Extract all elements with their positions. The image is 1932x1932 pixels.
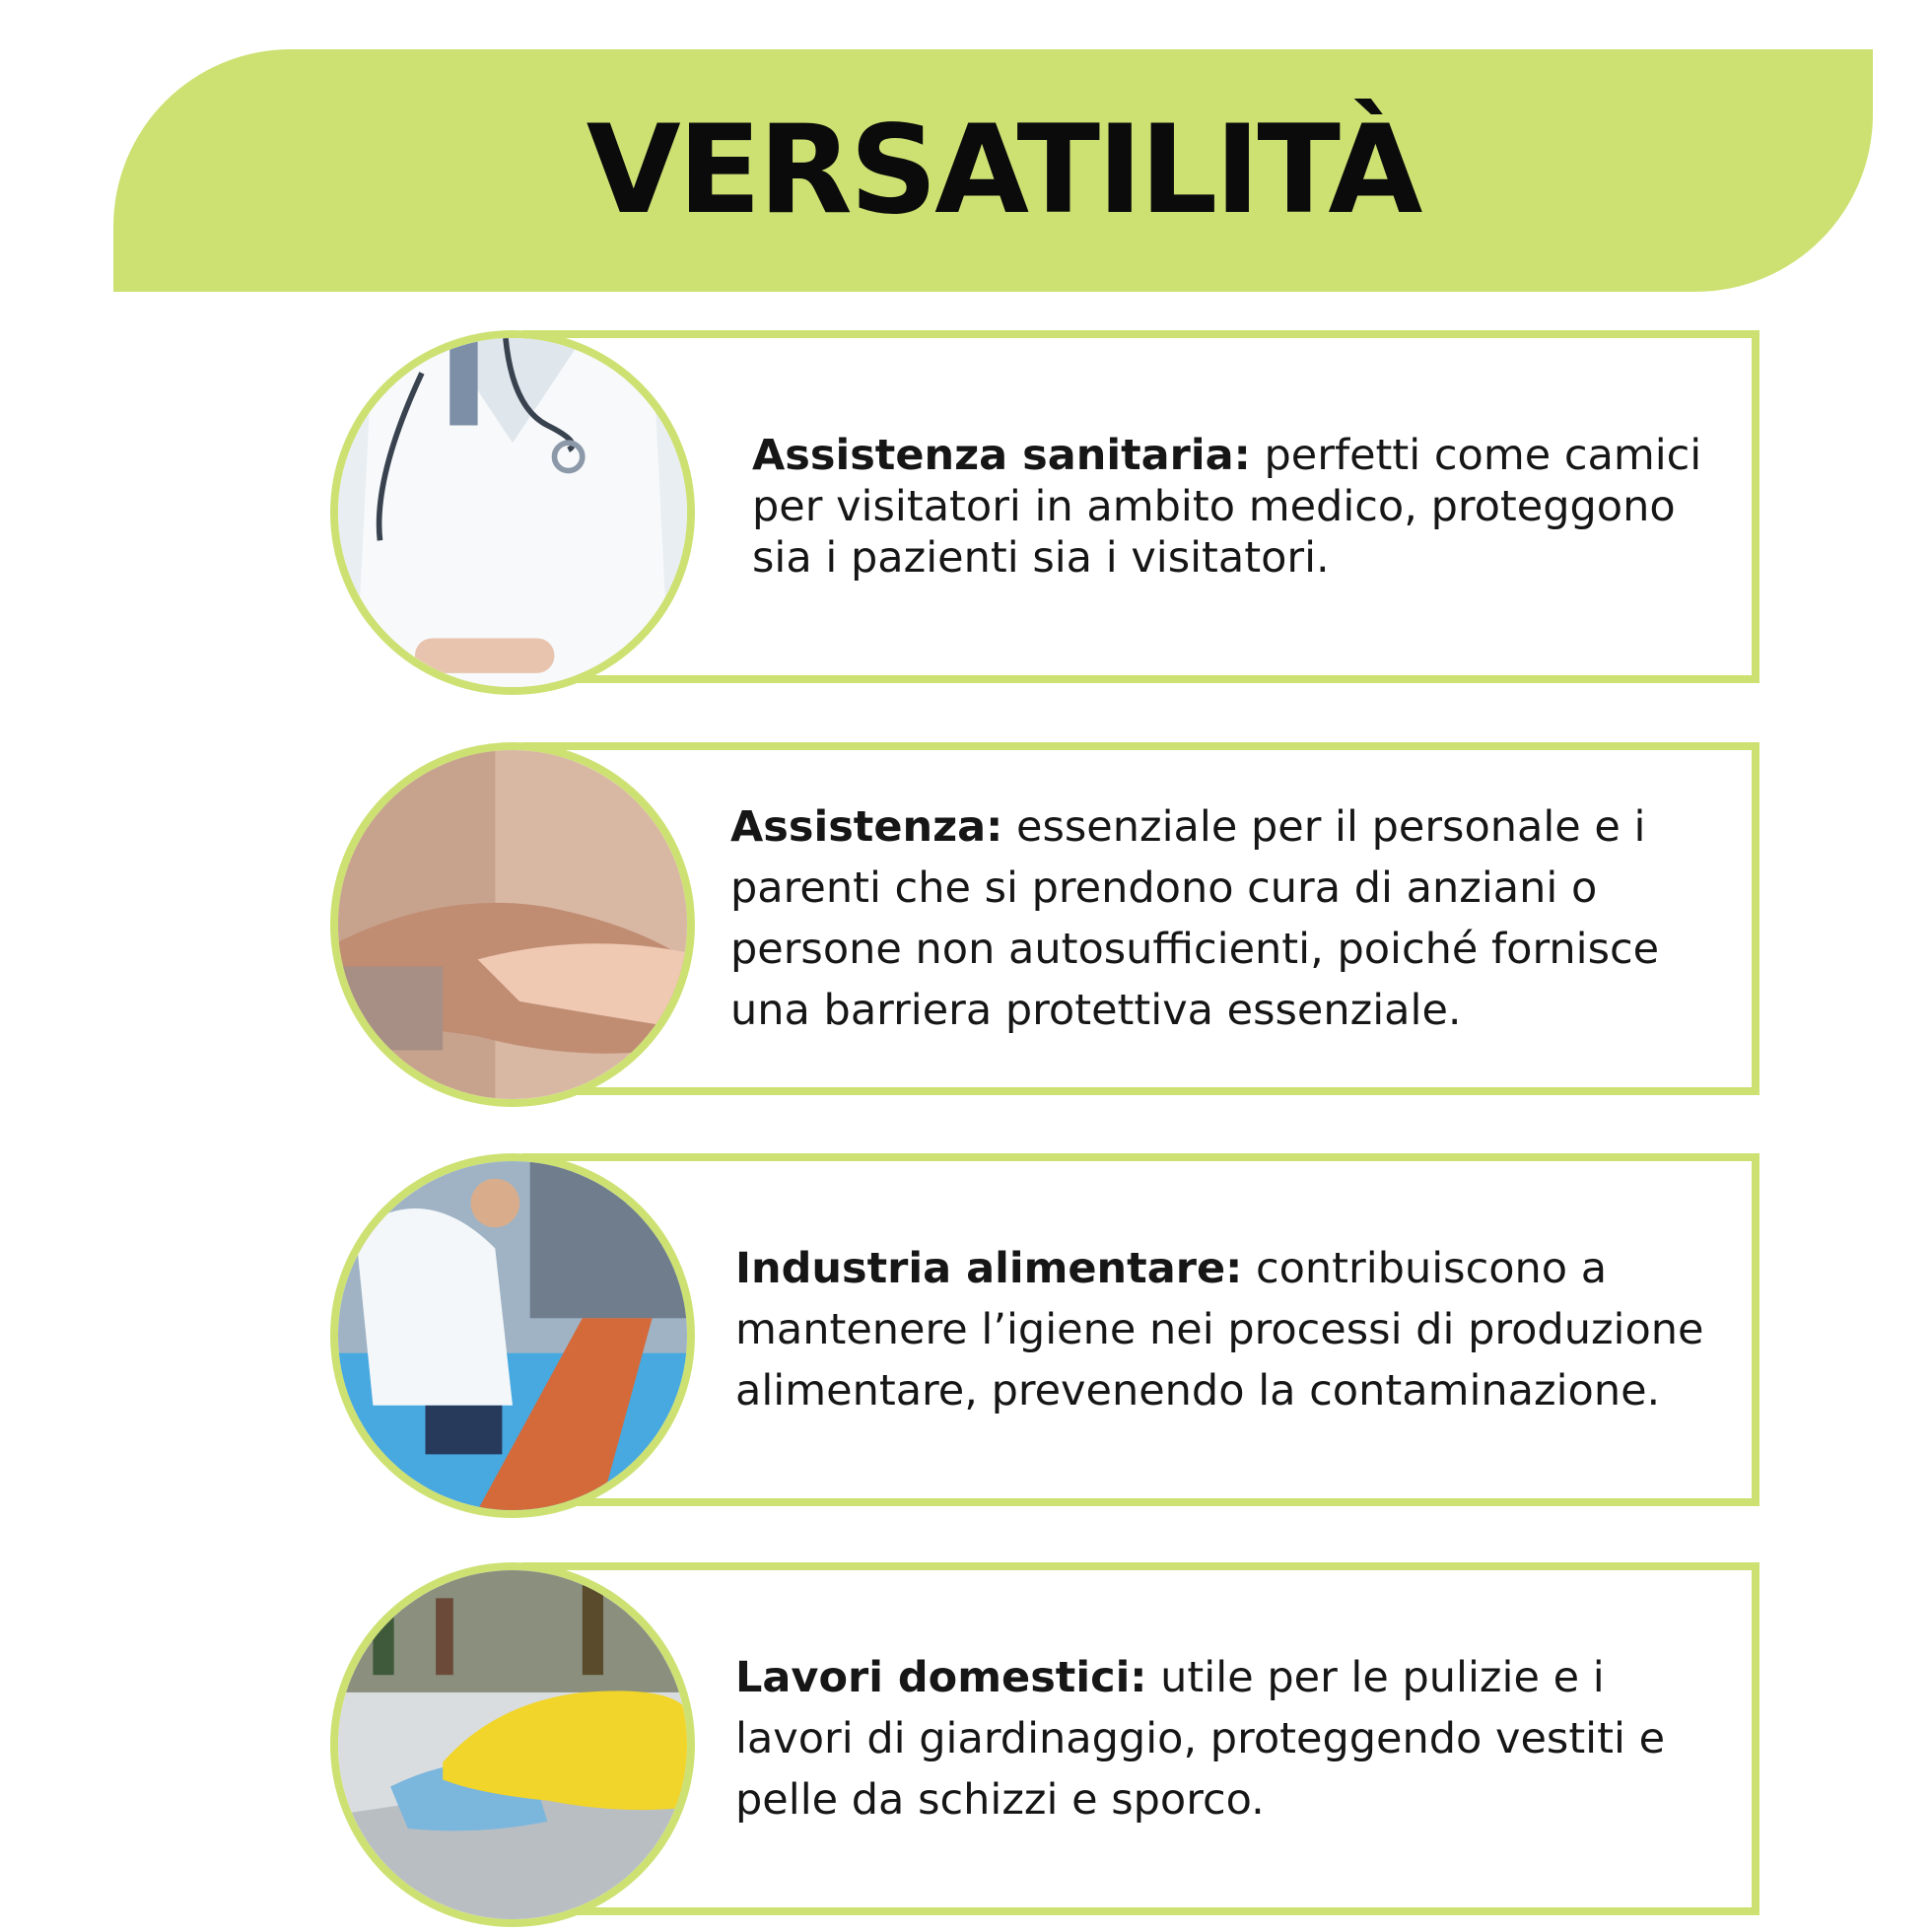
feature-body: contribuiscono a mantenere l’igiene nei processi di produzione alimentare, prevenendo la contaminazione. xyxy=(735,1244,1704,1415)
header-banner xyxy=(113,49,1873,292)
caregiver-hands-photo xyxy=(330,742,695,1107)
page-title: VERSATILITÀ xyxy=(586,100,1420,242)
doctor-photo xyxy=(330,330,695,695)
feature-card-healthcare xyxy=(522,330,1760,683)
feature-title: Lavori domestici: xyxy=(735,1653,1147,1702)
feature-body: essenziale per il personale e i parenti che si prendono cura di anziani o persone non autosufficienti, poiché fornisce una barriera protettiva essenziale. xyxy=(730,802,1660,1035)
feature-body: perfetti come camici per visitatori in ambito medico, proteggono sia i pazienti sia i visitatori. xyxy=(752,431,1702,583)
feature-card-housework xyxy=(522,1562,1760,1915)
feature-card-food-industry xyxy=(522,1153,1760,1506)
feature-description xyxy=(735,1238,1732,1421)
feature-description xyxy=(730,796,1732,1041)
feature-body: utile per le pulizie e i lavori di giardinaggio, proteggendo vestiti e pelle da schizzi e sporco. xyxy=(735,1653,1666,1825)
feature-card-care xyxy=(522,742,1760,1095)
feature-title: Assistenza sanitaria: xyxy=(752,431,1251,480)
feature-title: Industria alimentare: xyxy=(735,1244,1243,1293)
feature-description xyxy=(735,1647,1732,1830)
feature-title: Assistenza: xyxy=(730,802,1003,852)
cleaning-glove-photo xyxy=(330,1562,695,1927)
food-factory-photo xyxy=(330,1153,695,1518)
feature-description xyxy=(752,430,1732,584)
